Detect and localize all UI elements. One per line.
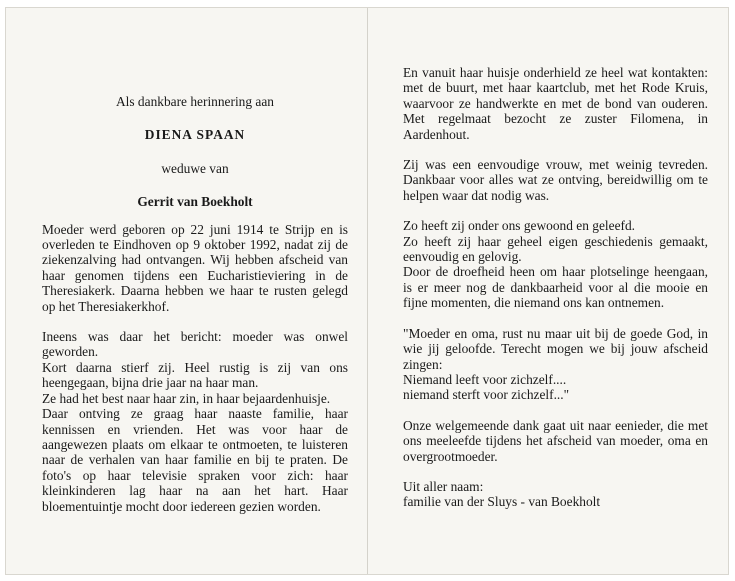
signature-family: familie van der Sluys - van Boekholt <box>403 494 601 510</box>
paragraph-passing: Kort daarna stierf zij. Heel rustig is zij van ons heengegaan, bijna drie jaar na haar man. <box>42 359 348 391</box>
quote-line-1: Niemand leeft voor zichzelf.... <box>403 371 567 387</box>
left-page <box>42 94 348 514</box>
husband-name: Gerrit van Boekholt <box>137 194 253 210</box>
deceased-name: DIENA SPAAN <box>144 127 246 143</box>
paragraph-family: Daar ontving ze graag haar naaste familie, haar kennissen en vrienden. Het was voor haar de aangewezen plaats om elkaar te ontmoeten, te luisteren naar de verhalen van haar familie en bij te praten. De foto's op haar televisie spraken voor zich: haar kleinkinderen lag haar na aan het hart. Haar bloementuintje mocht door iedereen gezien worden. <box>42 406 348 514</box>
paragraph-gratitude: Door de droefheid heen om haar plotselinge heengaan, is er meer nog de dankbaarheid voor al die mooie en fijne momenten, die niemand ons kan ontnemen. <box>403 264 708 311</box>
paragraph-history: Zo heeft zij haar geheel eigen geschiedenis gemaakt, eenvoudig en gelovig. <box>403 233 708 265</box>
paragraph-lived: Zo heeft zij onder ons gewoond en geleefd. <box>403 218 636 234</box>
right-page <box>403 65 708 510</box>
intro-line: Als dankbare herinnering aan <box>115 94 275 109</box>
card-fold <box>367 8 368 574</box>
quote-main: "Moeder en oma, rust nu maar uit bij de goede God, in wie jij geloofde. Terecht mogen we bij jouw afscheid zingen: <box>403 325 708 372</box>
paragraph-contacts: En vanuit haar huisje onderhield ze heel wat kontakten: met de buurt, met haar kaartclub, met het Rode Kruis, waarvoor ze handwerkte en met de bond van ouderen. Met regelmaat bezocht ze zuster Filomena, in Aardenhout. <box>403 65 708 142</box>
paragraph-thanks: Onze welgemeende dank gaat uit naar eenieder, die met ons meeleefde tijdens het afscheid van moeder, oma en overgrootmoeder. <box>403 417 708 464</box>
paragraph-news: Ineens was daar het bericht: moeder was onwel geworden. <box>42 329 348 360</box>
paragraph-birth-death: Moeder werd geboren op 22 juni 1914 te Strijp en is overleden te Eindhoven op 9 oktober 1992, nadat zij de ziekenzalving had ontvangen. Wij hebben afscheid van haar genomen tijdens een Eucharistieviering in de Theresiakerk. Daarna hebben we haar te rusten gelegd op het Theresiakerkhof. <box>42 221 348 314</box>
paragraph-home: Ze had het best naar haar zin, in haar bejaardenhuisje. <box>42 390 331 406</box>
widow-line: weduwe van <box>161 160 229 176</box>
paragraph-character: Zij was een eenvoudige vrouw, met weinig tevreden. Dankbaar voor alles wat ze ontving, bereidwillig om te helpen waar dat nodig was. <box>403 157 708 203</box>
signature-intro: Uit aller naam: <box>403 478 484 494</box>
quote-line-2: niemand sterft voor zichzelf..." <box>403 387 570 403</box>
